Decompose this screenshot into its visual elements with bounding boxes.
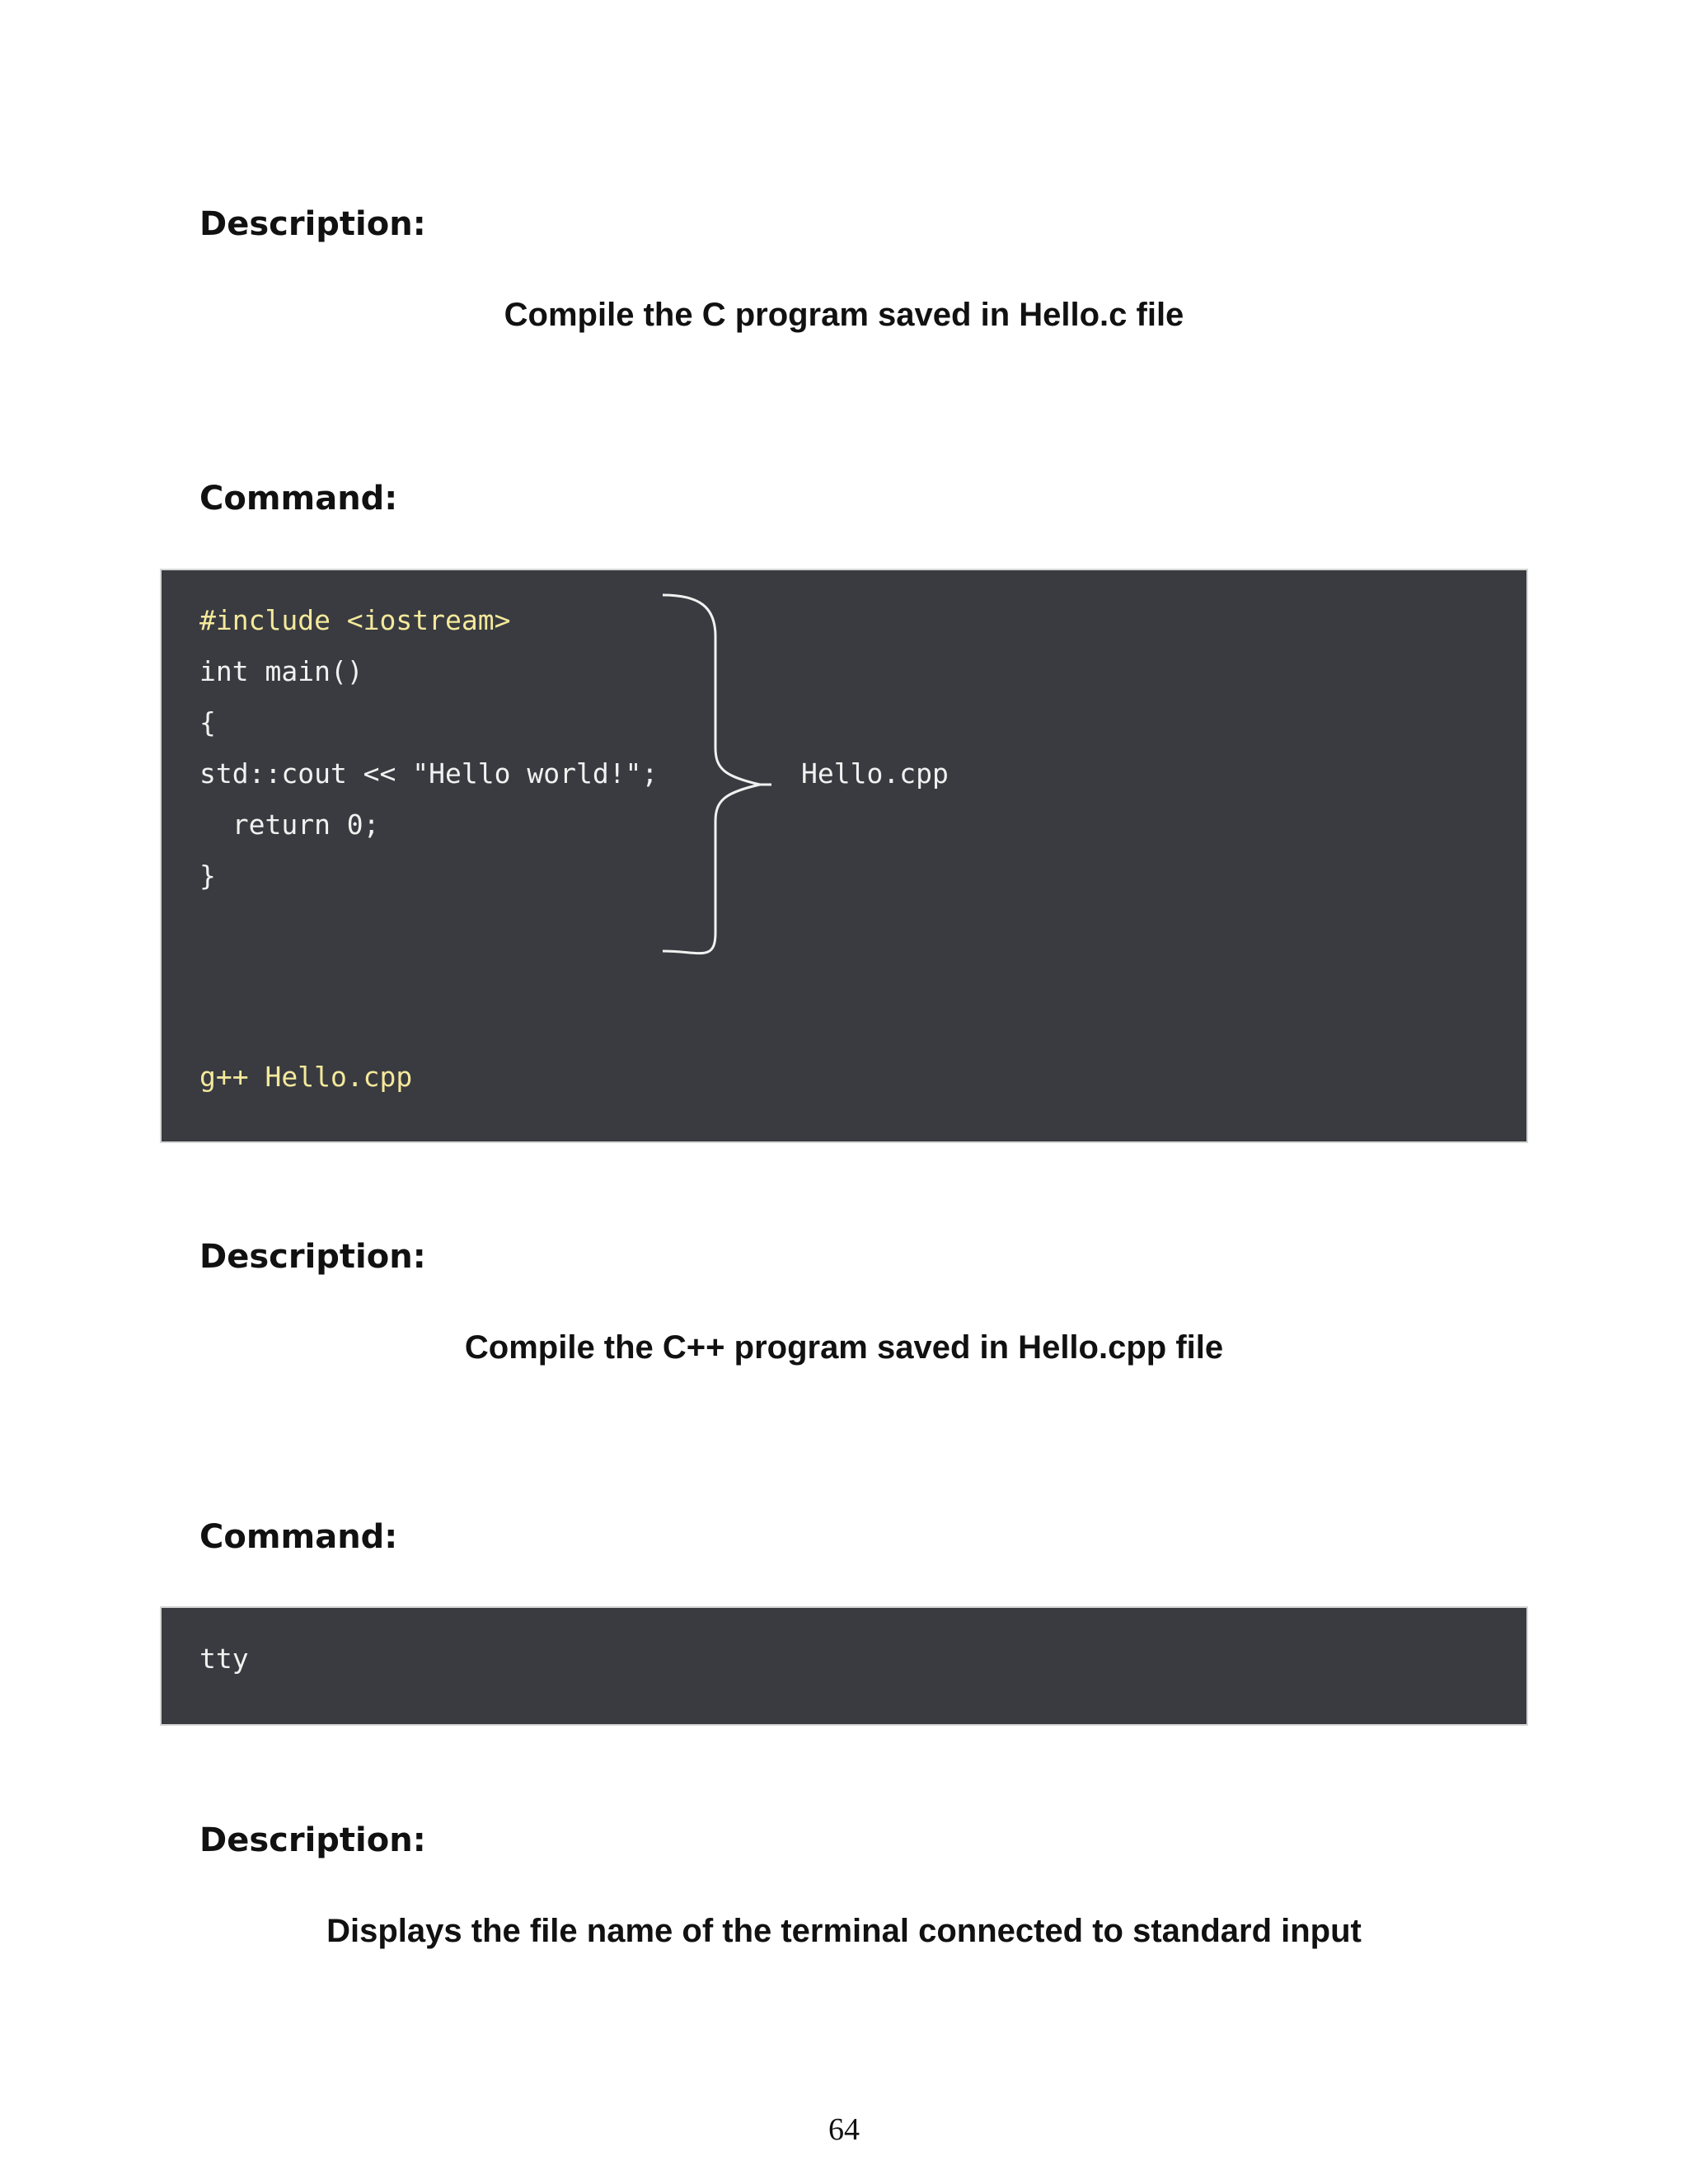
file-name-annotation: Hello.cpp [801,757,949,790]
command-line: tty [199,1643,249,1675]
command-line: g++ Hello.cpp [199,1061,413,1093]
command-heading: Command: [199,1518,398,1556]
code-line: int main() [199,655,363,687]
description-text: Displays the file name of the terminal connected to standard input [326,1913,1362,1949]
command-heading: Command: [199,480,398,518]
code-block [160,569,1528,1143]
code-line: return 0; [199,808,380,841]
curly-brace-icon [162,570,1530,1145]
page-number: 64 [828,2112,860,2147]
code-block [160,1606,1528,1726]
code-line: } [199,860,216,892]
code-line: std::cout << "Hello world!"; [199,757,659,790]
description-text: Compile the C++ program saved in Hello.cpp file [464,1329,1224,1366]
description-text: Compile the C program saved in Hello.c file [504,297,1184,333]
description-heading: Description: [199,1238,426,1276]
code-line: #include <iostream> [199,604,511,636]
description-heading: Description: [199,205,426,243]
description-heading: Description: [199,1821,426,1859]
code-line: { [199,706,216,738]
